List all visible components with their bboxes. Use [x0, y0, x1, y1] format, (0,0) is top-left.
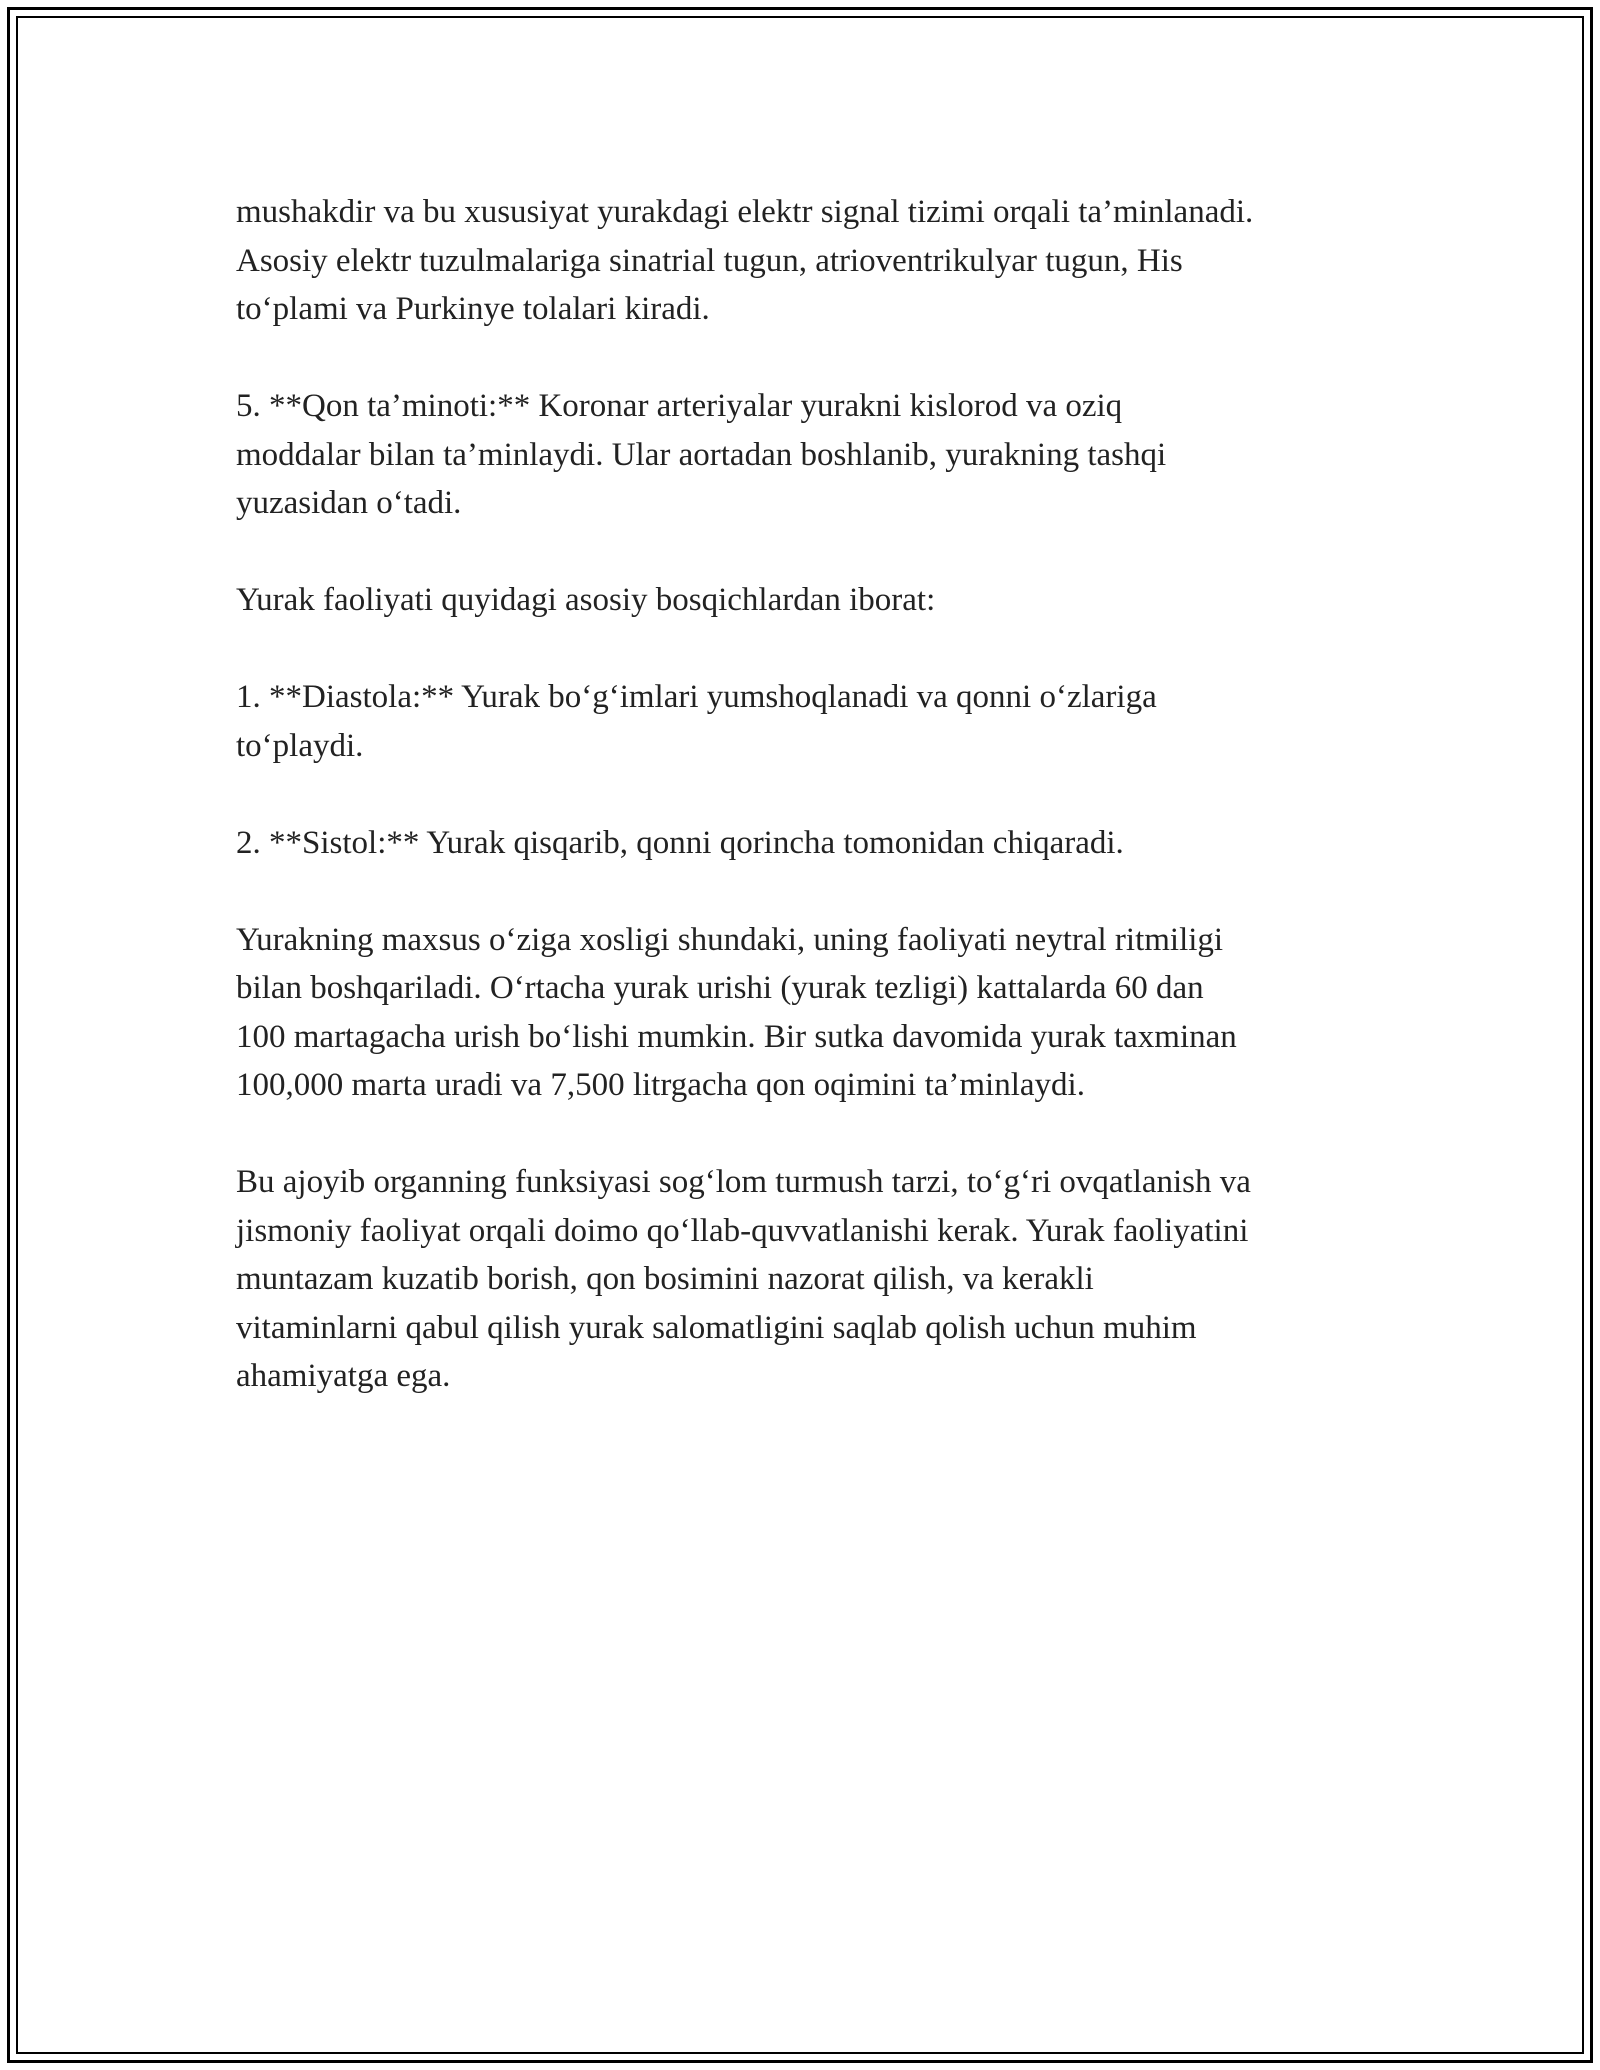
paragraph-heart-rate: Yurakning maxsus o‘ziga xosligi shundaki, uning faoliyati neytral ritmiligi bilan boshqariladi. O‘rtacha yurak urishi (yurak tezligi) kattalarda 60 dan 100 martagacha urish bo‘lishi mumkin. Bir sutka davomida yurak taxminan 100,000 marta uradi va 7,500 litrgacha qon oqimini ta’minlaydi. — [236, 921, 1237, 1103]
list-item-diastole: 1. **Diastola:** Yurak bo‘g‘imlari yumshoqlanadi va qonni o‘zlariga to‘playdi. — [236, 679, 1157, 764]
paragraph-blood-supply: 5. **Qon ta’minoti:** Koronar arteriyalar yurakni kislorod va oziq moddalar bilan ta’minlaydi. Ular aortadan boshlanib, yurakning tashqi yuzasidan o‘tadi. — [236, 388, 1167, 521]
list-item-systole: 2. **Sistol:** Yurak qisqarib, qonni qorincha tomonidan chiqaradi. — [236, 824, 1124, 861]
document-body — [236, 188, 1386, 1449]
paragraph-electrical-system: mushakdir va bu xususiyat yurakdagi elektr signal tizimi orqali ta’minlanadi. Asosiy elektr tuzulmalariga sinatrial tugun, atrioventrikulyar tugun, His to‘plami va Purkinye tolalari kiradi. — [236, 194, 1254, 327]
paragraph-stages-intro: Yurak faoliyati quyidagi asosiy bosqichlardan iborat: — [236, 582, 936, 618]
paragraph-conclusion: Bu ajoyib organning funksiyasi sog‘lom turmush tarzi, to‘g‘ri ovqatlanish va jismoniy faoliyat orqali doimo qo‘llab-quvvatlanishi kerak. Yurak faoliyatini muntazam kuzatib borish, qon bosimini nazorat qilish, va kerakli vitaminlarni qabul qilish yurak salomatligini saqlab qolish uchun muhim ahamiyatga ega. — [236, 1164, 1251, 1394]
